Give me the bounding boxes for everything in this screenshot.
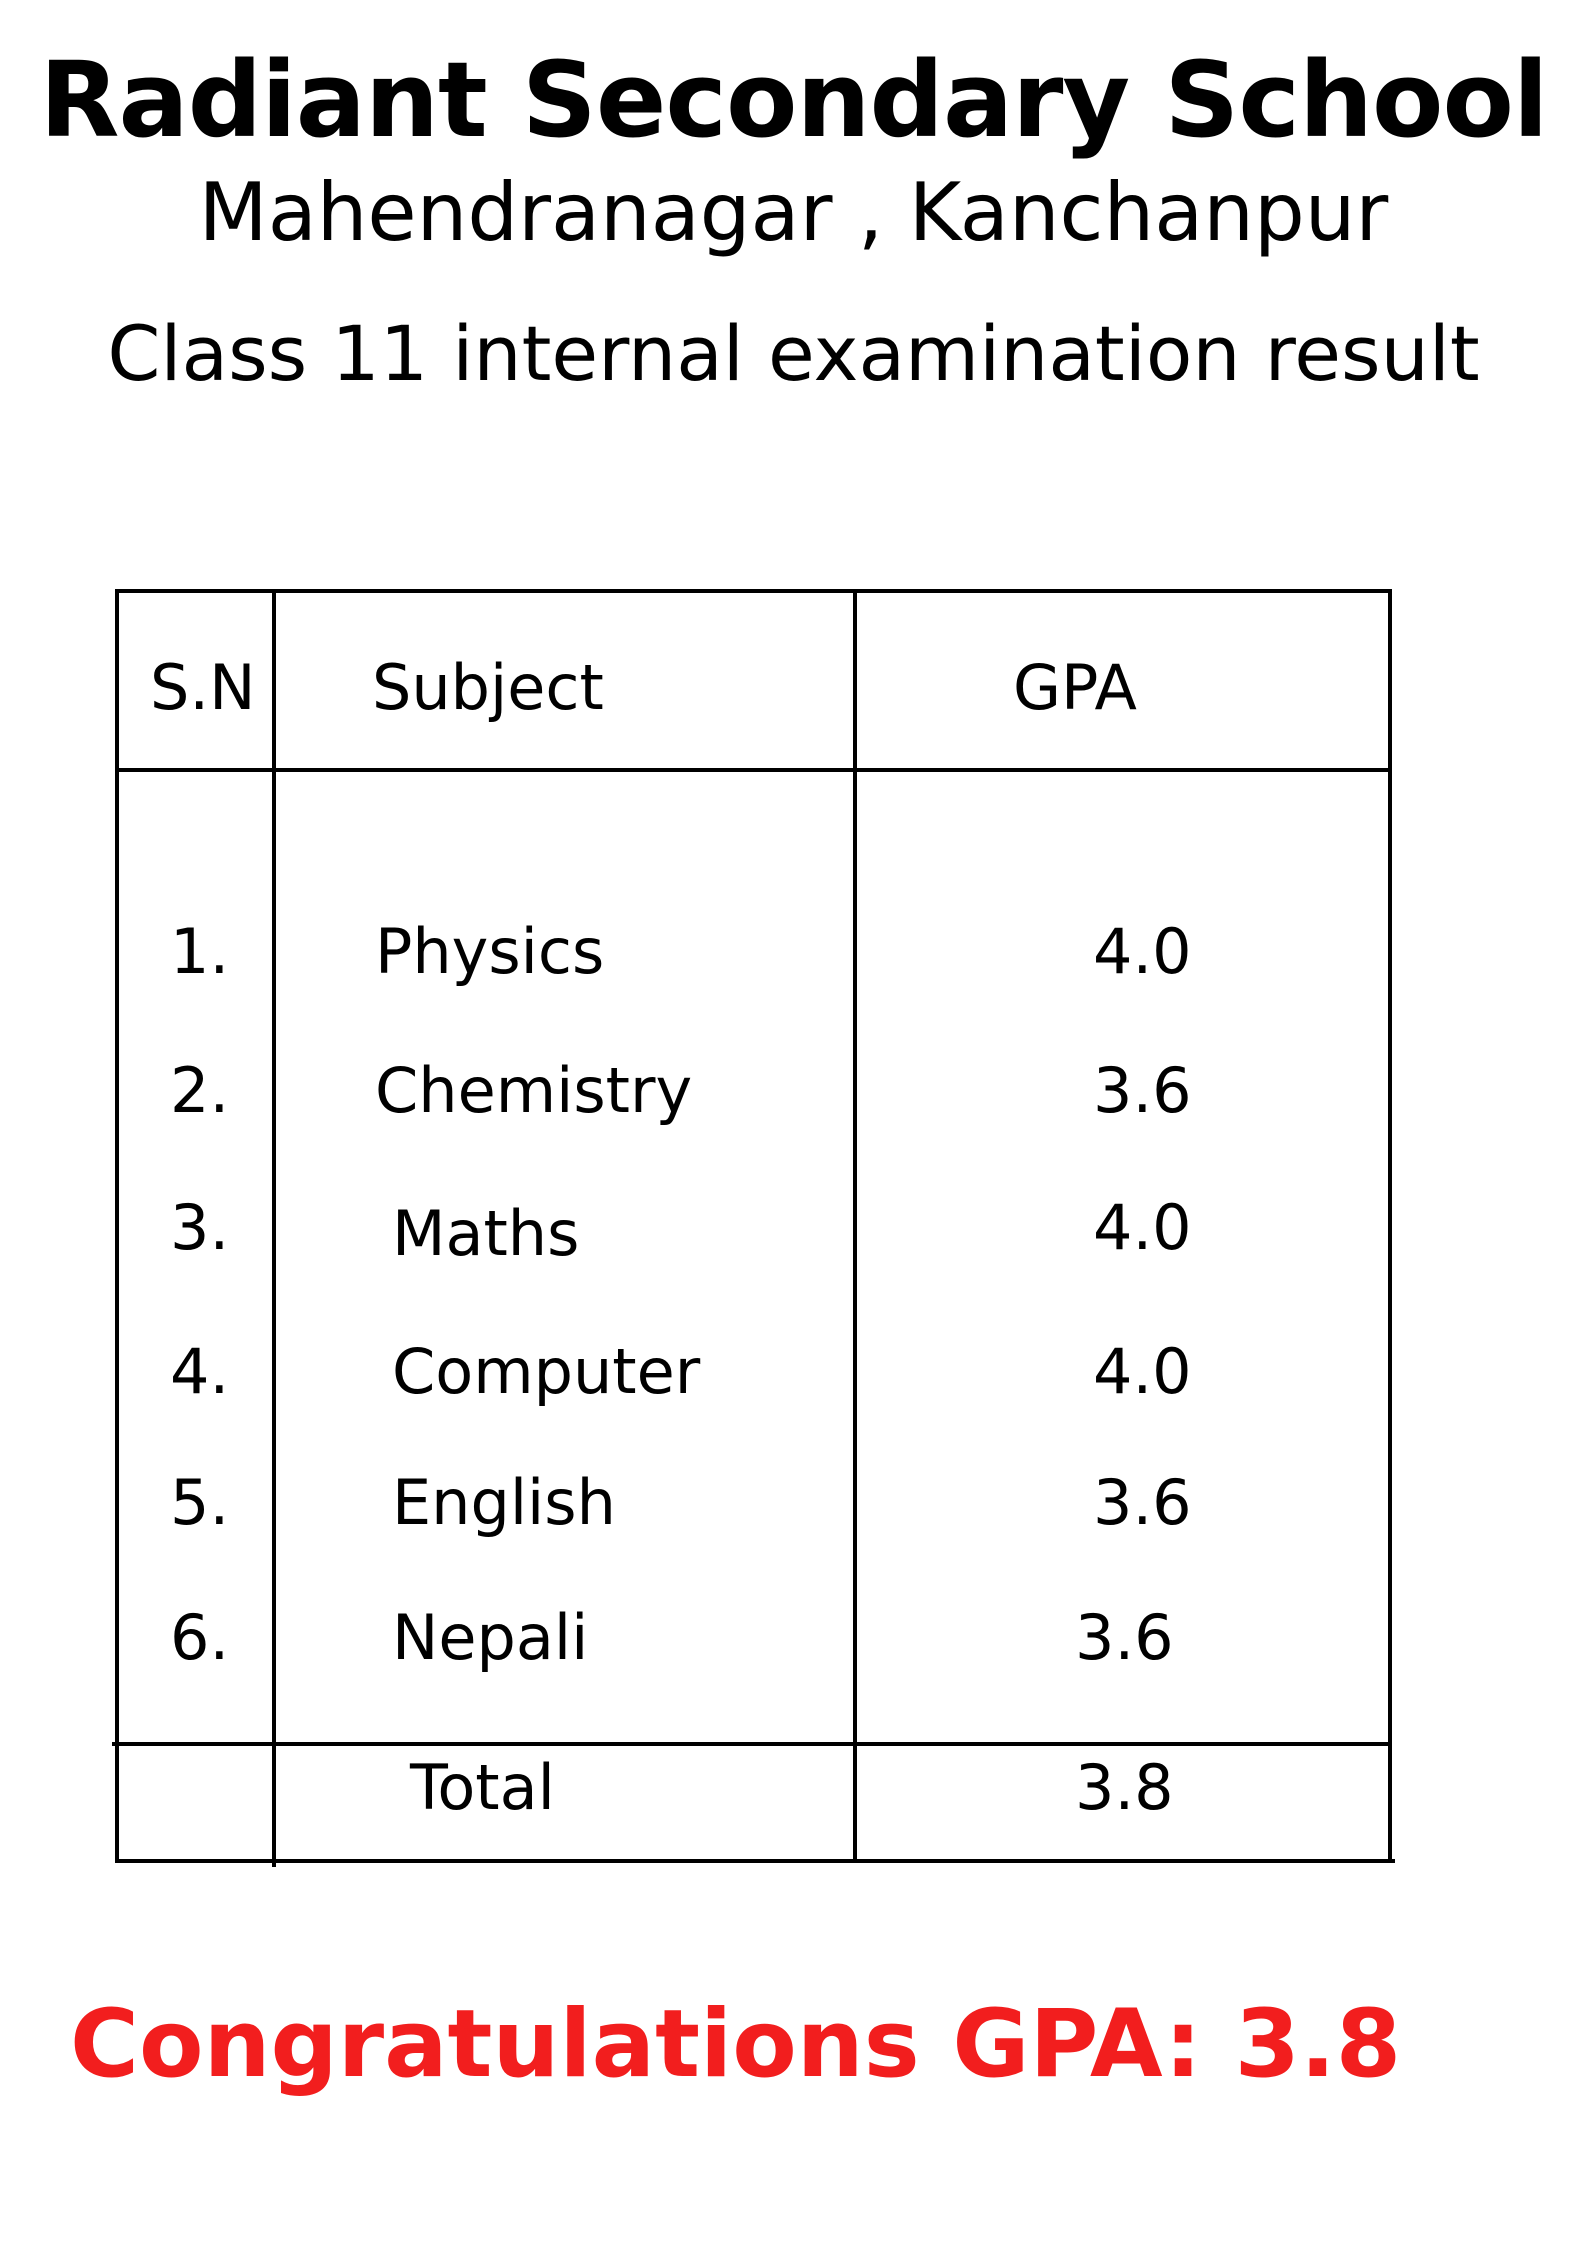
congratulations-message: Congratulations GPA: 3.8 <box>70 1990 1402 2099</box>
row-gpa: 4.0 <box>1093 1335 1192 1408</box>
table-bottom-border <box>115 1859 1395 1863</box>
row-sn: 2. <box>170 1054 230 1127</box>
row-gpa: 3.6 <box>1093 1054 1192 1127</box>
total-label: Total <box>410 1751 555 1824</box>
table-left-border <box>115 589 119 1863</box>
row-gpa: 4.0 <box>1093 915 1192 988</box>
row-sn: 6. <box>170 1601 230 1674</box>
row-subject: Maths <box>392 1197 580 1270</box>
table-right-border <box>1388 589 1392 1863</box>
row-subject: Computer <box>392 1335 701 1408</box>
school-name: Radiant Secondary School <box>39 39 1548 161</box>
row-gpa: 3.6 <box>1093 1466 1192 1539</box>
header-gpa: GPA <box>1013 651 1137 724</box>
table-top-border <box>115 589 1392 593</box>
table-header-divider <box>115 768 1392 772</box>
row-gpa: 3.6 <box>1075 1601 1174 1674</box>
school-address: Mahendranagar , Kanchanpur <box>198 166 1389 259</box>
table-sn-divider <box>272 589 276 1867</box>
row-subject: Chemistry <box>375 1054 693 1127</box>
table-subject-divider <box>853 589 857 1863</box>
total-gpa: 3.8 <box>1075 1751 1174 1824</box>
row-subject: English <box>392 1466 616 1539</box>
row-sn: 5. <box>170 1466 230 1539</box>
row-sn: 4. <box>170 1335 230 1408</box>
table-total-divider <box>112 1742 1392 1746</box>
header-subject: Subject <box>372 651 604 724</box>
row-sn: 3. <box>170 1191 230 1264</box>
row-subject: Physics <box>375 915 605 988</box>
header-sn: S.N <box>150 651 256 724</box>
row-sn: 1. <box>170 915 230 988</box>
exam-title: Class 11 internal examination result <box>107 309 1480 398</box>
row-subject: Nepali <box>392 1601 589 1674</box>
row-gpa: 4.0 <box>1093 1191 1192 1264</box>
